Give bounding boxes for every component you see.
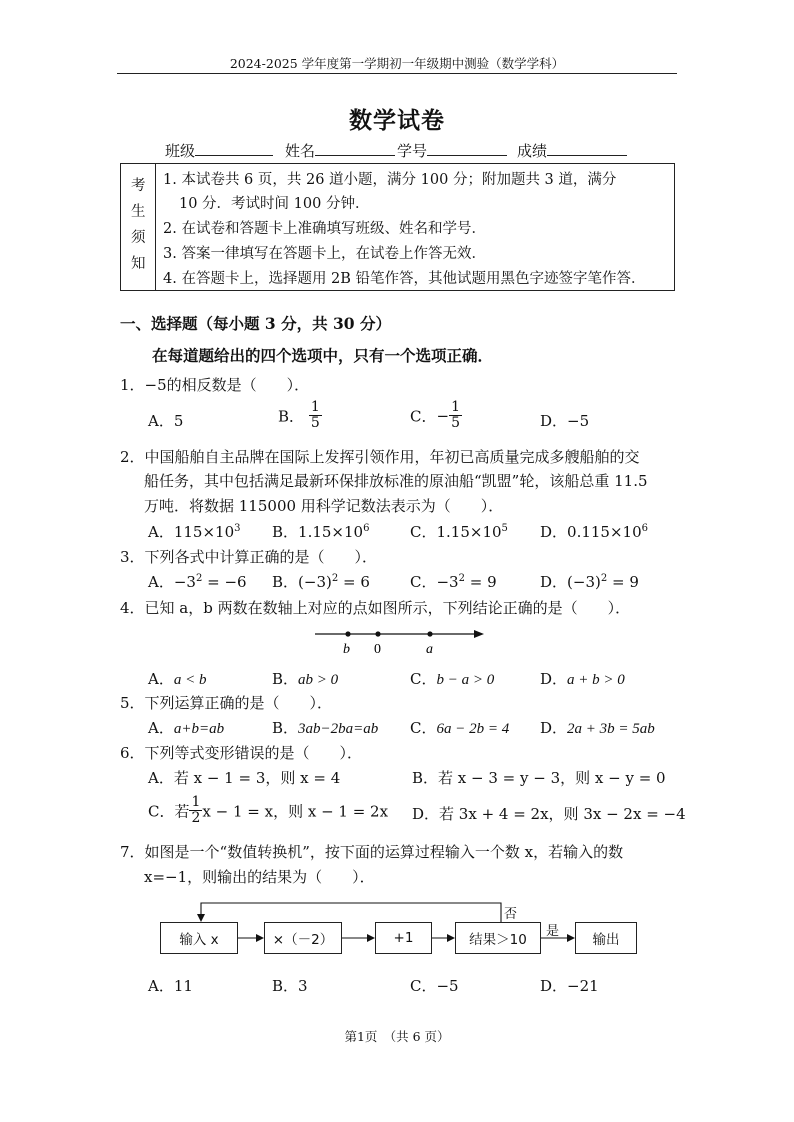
notice-label-char: 生 [131, 204, 146, 220]
arrow-head [567, 934, 575, 942]
q3-option-b: B．$(-3)^2 = 6$ [272, 573, 370, 591]
notice-box [120, 163, 675, 291]
number-line [310, 622, 490, 658]
q4-option-a: A．a < b [148, 670, 207, 688]
question-6-stem: 6．下列等式变形错误的是（ ）． [120, 744, 363, 762]
flow-yes-label: 是 [546, 924, 560, 939]
question-2-line: 船任务，其中包括满足最新环保排放标准的原油船“凯盟”轮，该船总重 11.5 [144, 472, 648, 490]
q2-option-c: C．$1.15\times 10^5$ [410, 523, 508, 541]
q3-option-d: D．$(-3)^2 = 9$ [540, 573, 639, 591]
class-label: 班级 [165, 142, 196, 160]
header-rule [117, 73, 677, 74]
score-label: 成绩 [517, 142, 548, 160]
id-field [397, 140, 507, 161]
q2-option-b: B．$1.15\times 10^6$ [272, 523, 370, 541]
label-b: b [343, 642, 350, 657]
q5-option-b: B．3ab−2ba=ab [272, 719, 379, 737]
question-4-stem: 4．已知 a，b 两数在数轴上对应的点如图所示，下列结论正确的是（ ）． [120, 599, 631, 617]
score-field [517, 140, 627, 161]
q6-option-d: D．若 3x + 4 = 2x，则 3x − 2x = −4 [412, 805, 686, 823]
q1-option-d: D．−5 [540, 412, 590, 430]
notice-line: 3. 答案一律填写在答题卡上，在试卷上作答无效． [163, 246, 486, 262]
q7-option-c: C．−5 [410, 977, 459, 995]
name-blank [315, 141, 395, 156]
fraction: $\frac{1}{2}$ [191, 794, 201, 827]
notice-label-char: 考 [131, 178, 146, 194]
notice-label-char: 须 [131, 230, 146, 246]
question-1-stem: 1．−5的相反数是（ ）． [120, 376, 310, 394]
q5-option-a: A．a+b=ab [148, 719, 225, 737]
point-a [427, 631, 432, 636]
class-blank [195, 141, 273, 156]
q4-option-b: B．ab > 0 [272, 670, 339, 688]
notice-line: 2. 在试卷和答题卡上准确填写班级、姓名和学号． [163, 221, 486, 237]
question-2-line: 万吨．将数据 115000 用科学记数法表示为（ ）． [144, 497, 504, 515]
q3-option-c: C．$-3^2 = 9$ [410, 573, 497, 591]
fraction: $\frac{1}{5}$ [310, 399, 320, 432]
q1-option-a: A．5 [148, 412, 184, 430]
page-header: 2024-2025 学年度第一学期初一年级期中测验（数学学科） [229, 56, 565, 71]
name-field [285, 140, 395, 161]
arrow-head [447, 934, 455, 942]
flow-input-box: 输入 x [160, 922, 238, 954]
q3-option-a: A．$-3^2 = -6$ [148, 573, 247, 591]
q1-option-c: C．− $\frac{1}{5}$ [410, 399, 460, 432]
q6-option-b: B．若 x − 3 = y − 3，则 x − y = 0 [412, 769, 666, 787]
q6-option-c: C．若 $\frac{1}{2}$ x − 1 = x，则 x − 1 = 2x [148, 794, 389, 827]
flow-add-box: +1 [375, 922, 432, 954]
section-instruction: 在每道题给出的四个选项中，只有一个选项正确． [152, 346, 494, 365]
q5-option-d: D．2a + 3b = 5ab [540, 719, 655, 737]
q6-option-a: A．若 x − 1 = 3，则 x = 4 [148, 769, 341, 787]
q2-option-d: D．$0.115\times 10^6$ [540, 523, 649, 541]
q5-option-c: C．6a − 2b = 4 [410, 719, 510, 737]
feedback-arrow [197, 914, 205, 922]
id-label: 学号 [397, 142, 428, 160]
number-line-arrow [474, 630, 484, 638]
flow-no-label: 否 [504, 907, 518, 922]
flow-output-box: 输出 [575, 922, 637, 954]
score-blank [547, 141, 627, 156]
question-5-stem: 5．下列运算正确的是（ ）． [120, 694, 333, 712]
notice-line: 10 分．考试时间 100 分钟． [179, 196, 370, 212]
flow-multiply-box: ×（－2） [264, 922, 342, 954]
q1-option-b: B． $\frac{1}{5}$ [278, 399, 320, 432]
question-7-line: x=−1，则输出的结果为（ ）． [144, 868, 375, 886]
id-blank [427, 141, 507, 156]
feedback-loop-line [201, 903, 501, 922]
point-b [345, 631, 350, 636]
section-title: 一、选择题（每小题 3 分，共 30 分） [120, 314, 391, 333]
label-a: a [426, 642, 433, 657]
page-footer: 第1页 （共 6 页） [344, 1029, 450, 1044]
label-zero: 0 [374, 642, 381, 657]
arrow-head [367, 934, 375, 942]
q4-option-c: C．b − a > 0 [410, 670, 495, 688]
question-3-stem: 3．下列各式中计算正确的是（ ）． [120, 548, 378, 566]
notice-line: 1. 本试卷共 6 页，共 26 道小题，满分 100 分；附加题共 3 道，满分 [163, 172, 617, 188]
arrow-head [256, 934, 264, 942]
q7-option-d: D．−21 [540, 977, 599, 995]
question-2-line: 2．中国船舶自主品牌在国际上发挥引领作用，年初已高质量完成多艘船舶的交 [120, 448, 640, 466]
page-title: 数学试卷 [349, 108, 445, 134]
flow-compare-box: 结果＞10 [455, 922, 541, 954]
name-label: 姓名 [285, 142, 316, 160]
notice-label [121, 164, 156, 290]
fraction: $\frac{1}{5}$ [451, 399, 460, 432]
q4-option-d: D．a + b > 0 [540, 670, 625, 688]
q7-option-b: B．3 [272, 977, 308, 995]
notice-label-char: 知 [131, 256, 146, 272]
class-field [165, 140, 273, 161]
notice-line: 4. 在答题卡上，选择题用 2B 铅笔作答，其他试题用黑色字迹签字笔作答． [163, 271, 646, 287]
point-zero [375, 631, 380, 636]
question-7-line: 7．如图是一个“数值转换机”，按下面的运算过程输入一个数 x，若输入的数 [120, 843, 624, 861]
q7-option-a: A．11 [148, 977, 193, 995]
q2-option-a: A．$115\times 10^3$ [148, 523, 241, 541]
